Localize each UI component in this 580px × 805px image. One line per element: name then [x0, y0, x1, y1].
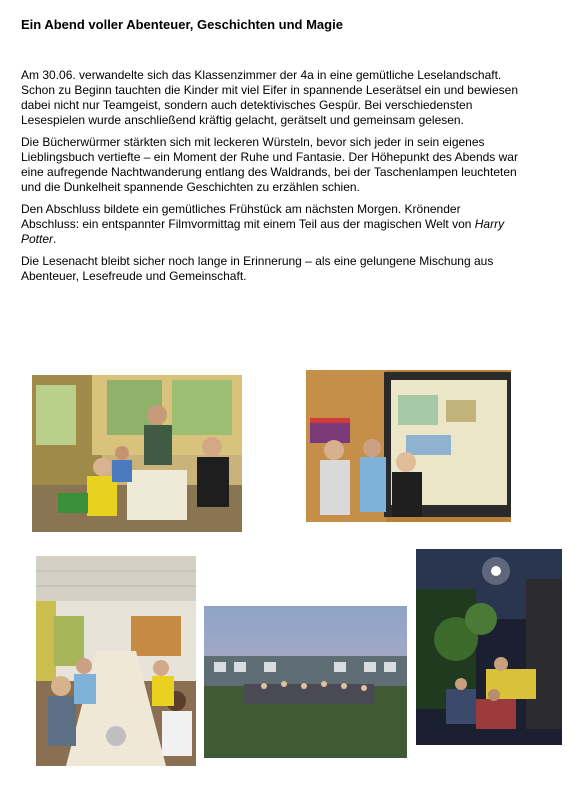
- article-body: [21, 68, 521, 291]
- paragraph-2: Die Bücherwürmer stärkten sich mit leckeren Würsteln, bevor sich jeder in sein eigenes Lieblingsbuch vertiefte – ein Moment der Ruhe und Fantasie. Der Höhepunkt des Abends war eine aufregende Nachtwanderung entlang des Waldrands, bei der Taschenlampen leuchteten und die Dunkelheit spannende Geschichten zu erzählen schien.: [21, 135, 518, 194]
- photo-classroom-reading-games: [32, 375, 242, 532]
- paragraph-3-text: Den Abschluss bildete ein gemütliches Frühstück am nächsten Morgen. Krönender Abschluss: ein entspannter Filmvormittag mit einem Teil aus der magischen Welt von: [21, 202, 475, 231]
- photo-interactive-whiteboard: [306, 370, 511, 522]
- paragraph-1: Am 30.06. verwandelte sich das Klassenzimmer der 4a in eine gemütliche Leselandschaft. Schon zu Beginn tauchten die Kinder mit viel Eifer in spannende Leserätsel ein und bewiesen dabei nicht nur Teamgeist, sondern auch detektivisches Gespür. Bei verschiedensten Lesespielen wurde anschließend kräftig gelacht, gerätselt und gemeinsam gelesen.: [21, 68, 518, 127]
- photo-night-walk: [416, 549, 562, 745]
- paragraph-3: [21, 202, 521, 247]
- paragraph-4: Die Lesenacht bleibt sicher noch lange in Erinnerung – als eine gelungene Mischung aus Abenteuer, Lesefreude und Gemeinschaft.: [21, 254, 494, 283]
- paragraph-3-end: .: [53, 232, 57, 246]
- photo-breakfast-table: [36, 556, 196, 766]
- book-title: Harry Potter: [21, 217, 505, 246]
- photo-evening-lawn-group: [204, 606, 407, 758]
- article-title: Ein Abend voller Abenteuer, Geschichten und Magie: [21, 17, 343, 32]
